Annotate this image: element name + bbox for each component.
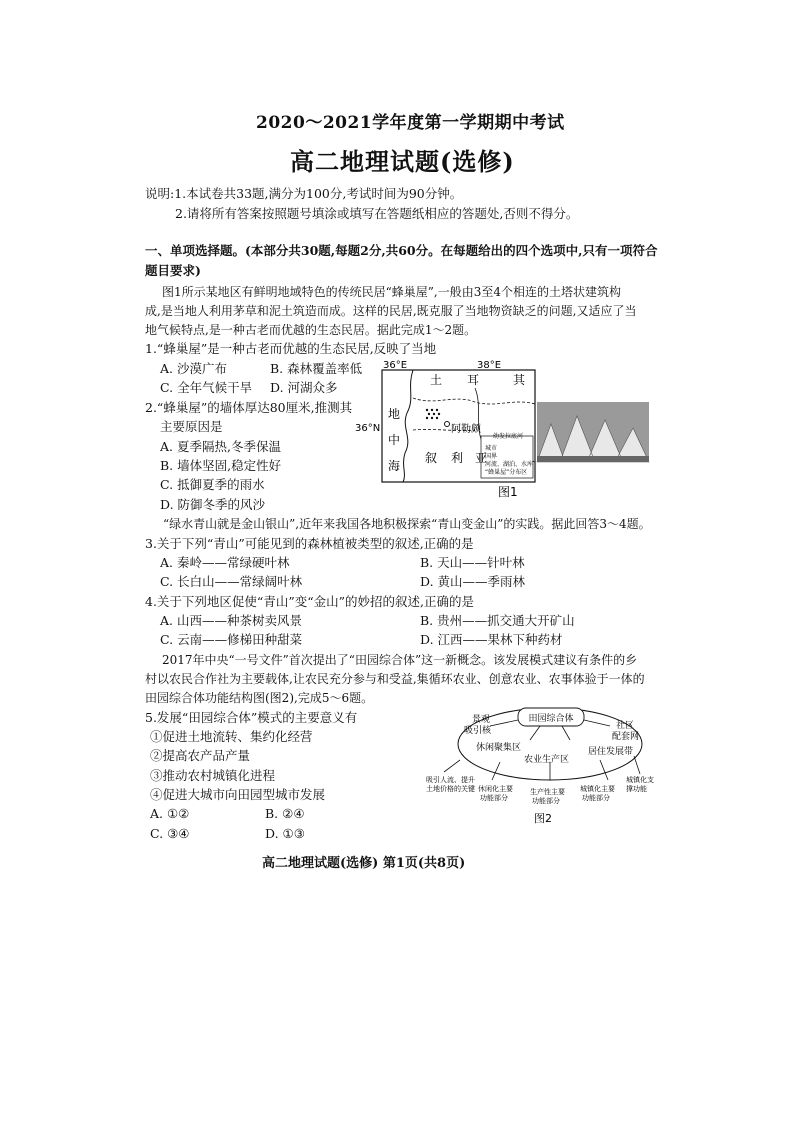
legend-border: 国界: [485, 453, 498, 460]
label-li: 利: [451, 451, 464, 465]
label-community-1: 社区: [616, 721, 635, 731]
q5-statement-3: ③推动农村城镇化进程: [150, 768, 276, 783]
q1-option-b: B. 森林覆盖率低: [270, 361, 363, 376]
label-xu: 叙: [425, 451, 438, 465]
q2-option-d: D. 防御冬季的风沙: [160, 497, 266, 512]
border-north: [413, 398, 535, 404]
q1-stem: 1.“蜂巢屋”是一种古老而优越的生态民居,反映了当地: [145, 341, 437, 356]
legend-river-name: 幼发拉底河: [493, 433, 524, 440]
intro1-line-1: 图1所示某地区有鲜明地域特色的传统民居“蜂巢屋”,一般由3至4个相连的土塔状建筑构: [162, 285, 621, 299]
q1-option-a: A. 沙漠广布: [160, 361, 227, 376]
desc-5b: 撑功能: [626, 785, 647, 793]
label-attract-2: 吸引核: [464, 726, 492, 736]
label-zhong: 中: [388, 433, 401, 447]
section-heading-line-1: 一、单项选择题。(本部分共30题,每题2分,共60分。在每题给出的四个选项中,只有一项符合: [145, 243, 658, 258]
label-attract-1: 景观: [472, 715, 491, 725]
q2-stem-2: 主要原因是: [160, 419, 223, 434]
exam-main-title: 高二地理试题(选修): [290, 147, 515, 176]
q5-statement-1: ①促进土地流转、集约化经营: [150, 729, 313, 744]
desc-1a: 吸引人流、提升: [426, 776, 475, 784]
intro1-line-2: 成,是当地人利用茅草和泥土筑造而成。这样的民居,既克服了当地物资缺乏的问题,又适应了当: [145, 304, 637, 318]
section-heading-line-2: 题目要求): [145, 263, 201, 278]
lon-label-38e: 38°E: [477, 360, 502, 371]
q4-option-a: A. 山西——种茶树卖风景: [160, 613, 302, 628]
q5-option-d: D. ①③: [265, 826, 305, 841]
exam-year-title: 2020～2021学年度第一学期期中考试: [256, 113, 565, 133]
lat-label-36n: 36°N: [355, 423, 381, 434]
label-ya: 亚: [475, 451, 488, 465]
legend-beehive: “蜂巢屋”分布区: [485, 469, 528, 476]
q2-option-c: C. 抵御夏季的雨水: [160, 477, 265, 492]
q3-stem: 3.关于下列“青山”可能见到的森林植被类型的叙述,正确的是: [145, 536, 474, 551]
label-qi: 其: [513, 373, 526, 387]
desc-1b: 土地价格的关键: [426, 785, 475, 793]
intro1-line-3: 地气候特点,是一种古老而优越的生态民居。据此完成1～2题。: [145, 323, 477, 337]
label-hai: 海: [388, 459, 401, 473]
intro3-line-1: 2017年中央“一号文件”首次提出了“田园综合体”这一新概念。该发展模式建议有条件的乡: [162, 653, 638, 667]
desc-2b: 功能部分: [480, 794, 508, 802]
q4-option-d: D. 江西——果林下种药材: [420, 632, 563, 647]
figure-2-diagram: [420, 700, 660, 828]
label-agri: 农业生产区: [524, 755, 570, 765]
beehive-house-photo: [537, 402, 649, 462]
intro3-line-2: 村以农民合作社为主要载体,让农民充分参与和受益,集循环农业、创意农业、农事体验于一体的: [145, 672, 645, 686]
q3-option-a: A. 秦岭——常绿硬叶林: [160, 555, 290, 570]
q4-stem: 4.关于下列地区促使“青山”变“金山”的妙招的叙述,正确的是: [145, 594, 474, 609]
beehive-house-area: [426, 409, 440, 419]
label-er: 耳: [467, 373, 480, 387]
coastline: [403, 370, 413, 482]
label-center: 田园综合体: [528, 714, 574, 724]
legend-water: 河流、湖泊、水库: [485, 461, 534, 468]
q5-option-a: A. ①②: [150, 806, 190, 821]
note-line-1: 说明:1.本试卷共33题,满分为100分,考试时间为90分钟。: [145, 186, 463, 201]
lon-label-36e: 36°E: [383, 360, 408, 371]
q2-option-b: B. 墙体坚固,稳定性好: [160, 458, 282, 473]
label-tu: 土: [430, 373, 443, 387]
q4-option-c: C. 云南——修梯田种甜菜: [160, 632, 303, 647]
q5-statement-2: ②提高农产品产量: [150, 748, 251, 763]
q4-option-b: B. 贵州——抓交通大开矿山: [420, 613, 575, 628]
note-line-2: 2.请将所有答案按照题号填涂或填写在答题纸相应的答题处,否则不得分。: [175, 206, 579, 221]
q3-option-c: C. 长白山——常绿阔叶林: [160, 574, 303, 589]
desc-2a: 休闲化主要: [478, 785, 513, 793]
q5-option-c: C. ③④: [150, 826, 190, 841]
city-marker: [445, 422, 450, 427]
figure-1-caption: 图1: [498, 485, 518, 499]
q3-option-b: B. 天山——针叶林: [420, 555, 525, 570]
desc-5a: 城镇化支: [626, 776, 654, 784]
label-aleppo: 阿勒颇: [451, 424, 481, 435]
q5-statement-4: ④促进大城市向田园型城市发展: [150, 787, 326, 802]
q5-option-b: B. ②④: [265, 806, 305, 821]
label-living: 居住发展带: [588, 747, 634, 757]
figure-1-map: [355, 358, 655, 508]
intro3-line-3: 田园综合体功能结构图(图2),完成5～6题。: [145, 691, 374, 705]
label-di: 地: [388, 407, 401, 421]
figure-2-caption: 图2: [534, 812, 552, 825]
q1-option-d: D. 河湖众多: [270, 380, 338, 395]
q2-stem-1: 2.“蜂巢屋”的墙体厚达80厘米,推测其: [145, 400, 353, 415]
desc-3b: 功能部分: [532, 797, 560, 805]
q3-option-d: D. 黄山——季雨林: [420, 574, 526, 589]
page-footer: 高二地理试题(选修) 第1页(共8页): [262, 856, 466, 871]
legend-city: 城市: [485, 445, 498, 452]
label-community-2: 配套网: [612, 732, 640, 742]
q2-option-a: A. 夏季隔热,冬季保温: [160, 439, 281, 454]
q5-stem: 5.发展“田园综合体”模式的主要意义有: [145, 710, 358, 725]
q1-option-c: C. 全年气候干旱: [160, 380, 253, 395]
label-leisure: 休闲聚集区: [476, 743, 522, 753]
intro2-line-1: “绿水青山就是金山银山”,近年来我国各地积极探索“青山变金山”的实践。据此回答3～4题。: [163, 517, 651, 531]
desc-4b: 功能部分: [582, 794, 610, 802]
desc-4a: 城镇化主要: [580, 785, 615, 793]
desc-3a: 生产性主要: [530, 788, 565, 796]
